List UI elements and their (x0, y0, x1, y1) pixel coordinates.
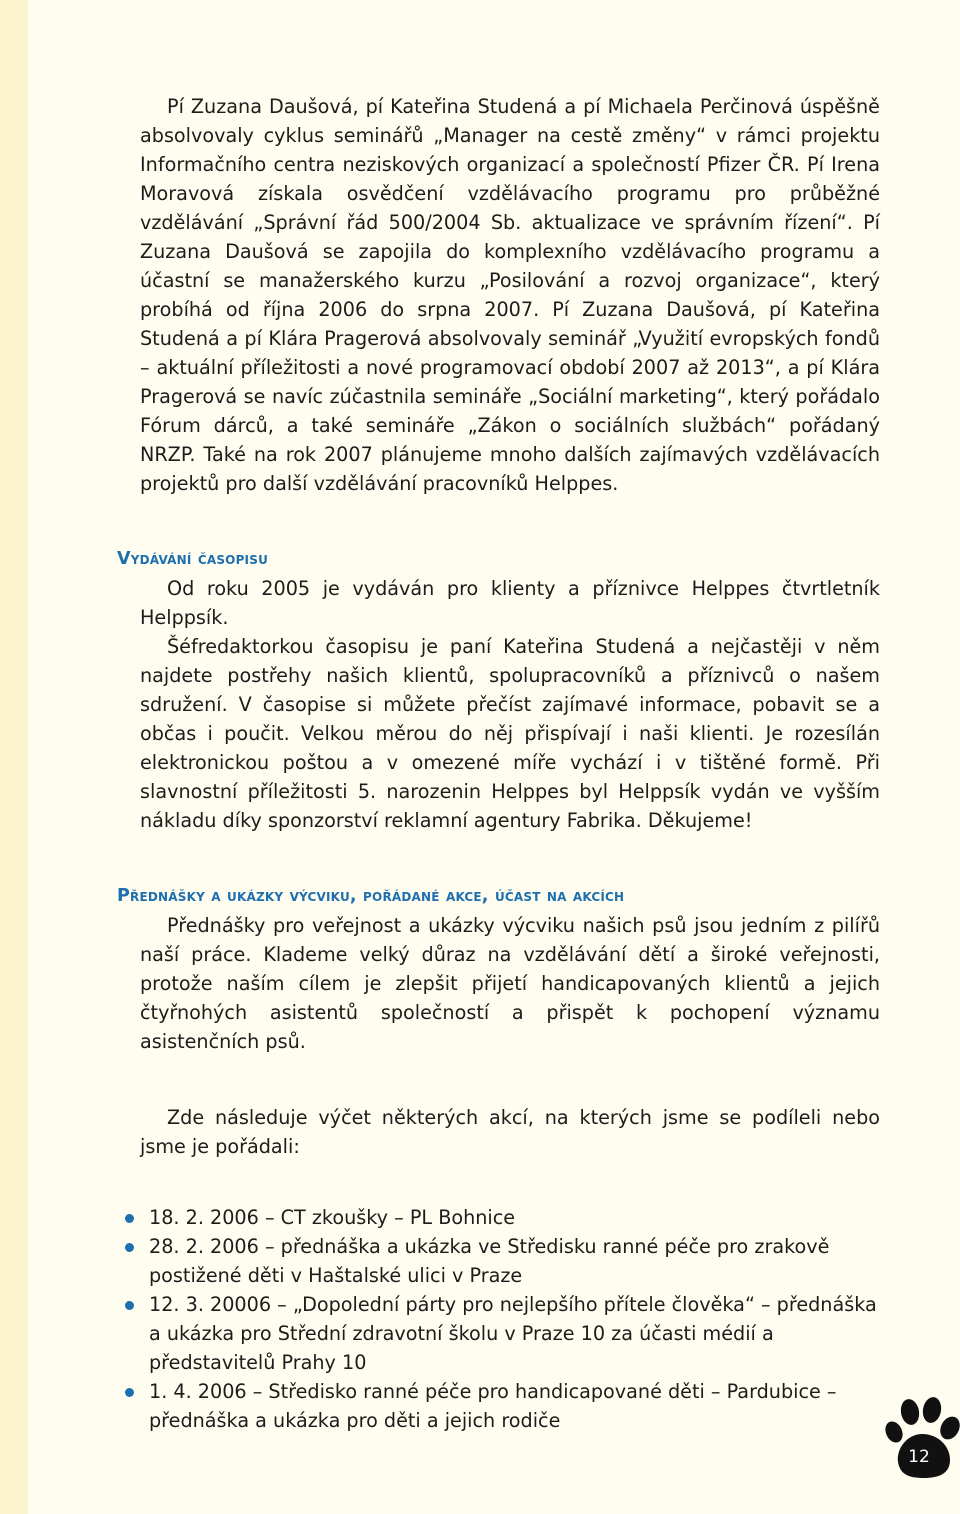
page-number: 12 (908, 1447, 930, 1467)
list-item: 12. 3. 20006 – „Dopolední párty pro nejlepšího přítele člověka“ – přednáška a ukázka pro Střední zdravotní školu v Praze 10 za účasti médií a představitelů Prahy 10 (140, 1290, 880, 1377)
section-heading-magazine: Vydávání časopisu (117, 549, 269, 569)
list-item: 28. 2. 2006 – přednáška a ukázka ve Středisku ranné péče pro zrakově postižené děti v Haštalské ulici v Praze (140, 1232, 880, 1290)
list-item: 1. 4. 2006 – Středisko ranné péče pro handicapované děti – Pardubice – přednáška a ukázka pro děti a jejich rodiče (140, 1377, 880, 1435)
magazine-paragraph-2: Šéfredaktorkou časopisu je paní Kateřina Studená a nejčastěji v něm najdete postřehy našich klientů, spolupracovníků a příznivců o našem sdružení. V časopise si můžete přečíst zajímavé informace, pobavit se a občas i poučit. Velkou měrou do něj přispívají i naši klienti. Je rozesílán elektronickou poštou a v omezené míře vychází i v tištěné formě. Při slavnostní příležitosti 5. narozenin Helppes byl Helppsík vydán ve vyšším nákladu díky sponzorství reklamní agentury Fabrika. Děkujeme! (140, 635, 880, 832)
left-margin-stripe (0, 0, 28, 1514)
events-intro: Zde následuje výčet některých akcí, na kterých jsme se podíleli nebo jsme je pořádali: (140, 1106, 880, 1158)
intro-paragraph: Pí Zuzana Daušová, pí Kateřina Studená a pí Michaela Perčinová úspěšně absolvovaly cyklus seminářů „Manager na cestě změny“ v rámci projektu Informačního centra neziskových organizací a společností Pfizer ČR. Pí Irena Moravová získala osvědčení vzdělávacího programu pro průběžné vzdělávání „Správní řád 500/2004 Sb. aktualizace ve správním řízení“. Pí Zuzana Daušová se zapojila do komplexního vzdělávacího programu a účastní se manažerského kurzu „Posilování a rozvoj organizace“, který probíhá od října 2006 do srpna 2007. Pí Zuzana Daušová, pí Kateřina Studená a pí Klára Pragerová absolvovaly seminář „Využití evropských fondů – aktuální příležitosti a nové programovací období 2007 až 2013“, a pí Klára Pragerová se navíc zúčastnila semináře „Sociální marketing“, který pořádalo Fórum dárců, a také semináře „Zákon o sociálních službách“ pořádaný NRZP. Také na rok 2007 plánujeme mnoho dalších zajímavých vzdělávacích projektů pro další vzdělávání pracovníků Helppes. (140, 95, 880, 495)
paw-print-icon (884, 1396, 960, 1480)
events-list (140, 1203, 880, 1435)
magazine-paragraph-1: Od roku 2005 je vydáván pro klienty a příznivce Helppes čtvrtletník Helppsík. (140, 577, 880, 629)
lectures-paragraph: Přednášky pro veřejnost a ukázky výcviku našich psů jsou jedním z pilířů naší práce. Klademe velký důraz na vzdělávání dětí a široké veřejnosti, protože naším cílem je zlepšit přijetí handicapovaných klientů a jejich čtyřnohých asistentů společností a přispět k pochopení významu asistenčních psů. (140, 914, 880, 1053)
section-heading-lectures: Přednášky a ukázky výcviku, pořádané akce, účast na akcích (117, 886, 625, 906)
main-content (117, 92, 880, 1435)
list-item: 18. 2. 2006 – CT zkoušky – PL Bohnice (140, 1203, 880, 1232)
